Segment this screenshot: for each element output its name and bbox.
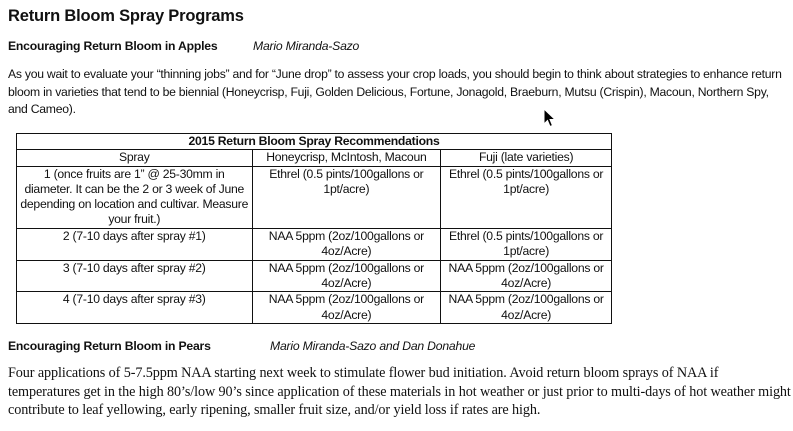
table-row (17, 228, 612, 260)
table-row (17, 292, 612, 324)
apples-section-author: Mario Miranda-Sazo (253, 39, 360, 53)
document-title: Return Bloom Spray Programs (8, 7, 244, 25)
column-header-spray: Spray (17, 150, 253, 166)
spray-cell: 1 (once fruits are 1” @ 25-30mm in diameter. It can be the 2 or 3 week of June depending on location and cultivar. Measure your fruit.) (17, 166, 253, 228)
column-header-honeycrisp: Honeycrisp, McIntosh, Macoun (252, 150, 441, 166)
honeycrisp-cell: NAA 5ppm (2oz/100gallons or 4oz/Acre) (252, 292, 441, 324)
table-row (17, 260, 612, 292)
column-header-fuji: Fuji (late varieties) (441, 150, 612, 166)
apples-section-heading: Encouraging Return Bloom in Apples (8, 39, 218, 53)
spray-cell: 4 (7-10 days after spray #3) (17, 292, 253, 324)
table-header-row (17, 150, 612, 166)
fuji-cell: Ethrel (0.5 pints/100gallons or 1pt/acre) (441, 166, 612, 228)
spray-recommendations-table (16, 133, 612, 324)
fuji-cell: NAA 5ppm (2oz/100gallons or 4oz/Acre) (441, 260, 612, 292)
spray-cell: 2 (7-10 days after spray #1) (17, 228, 253, 260)
spray-cell: 3 (7-10 days after spray #2) (17, 260, 253, 292)
honeycrisp-cell: NAA 5ppm (2oz/100gallons or 4oz/Acre) (252, 228, 441, 260)
apples-intro-paragraph: As you wait to evaluate your “thinning jobs” and for “June drop” to assess your crop loads, you should begin to think about strategies to enhance return bloom in varieties that tend to be biennial (Honeycrisp, Fuji, Golden Delicious, Fortune, Jonagold, Braeburn, Mutsu (Crispin), Macoun, Northern Spy, and Cameo). (8, 67, 782, 116)
table-row (17, 166, 612, 228)
table-title: 2015 Return Bloom Spray Recommendations (17, 134, 612, 150)
pears-section-author: Mario Miranda-Sazo and Dan Donahue (270, 339, 476, 353)
fuji-cell: NAA 5ppm (2oz/100gallons or 4oz/Acre) (441, 292, 612, 324)
arrow-pointer-icon (543, 108, 557, 128)
pears-body-paragraph: Four applications of 5-7.5ppm NAA starting next week to stimulate flower bud initiation. Avoid return bloom sprays of NAA if temperatures get in the high 80’s/low 90’s since application of these materials in hot weather or just prior to multi-days of hot weather might contribute to leaf yellowing, early ripening, smaller fruit size, and/or yield loss if rates are high. (8, 365, 791, 418)
honeycrisp-cell: NAA 5ppm (2oz/100gallons or 4oz/Acre) (252, 260, 441, 292)
honeycrisp-cell: Ethrel (0.5 pints/100gallons or 1pt/acre) (252, 166, 441, 228)
fuji-cell: Ethrel (0.5 pints/100gallons or 1pt/acre) (441, 228, 612, 260)
pears-section-heading: Encouraging Return Bloom in Pears (8, 339, 211, 353)
